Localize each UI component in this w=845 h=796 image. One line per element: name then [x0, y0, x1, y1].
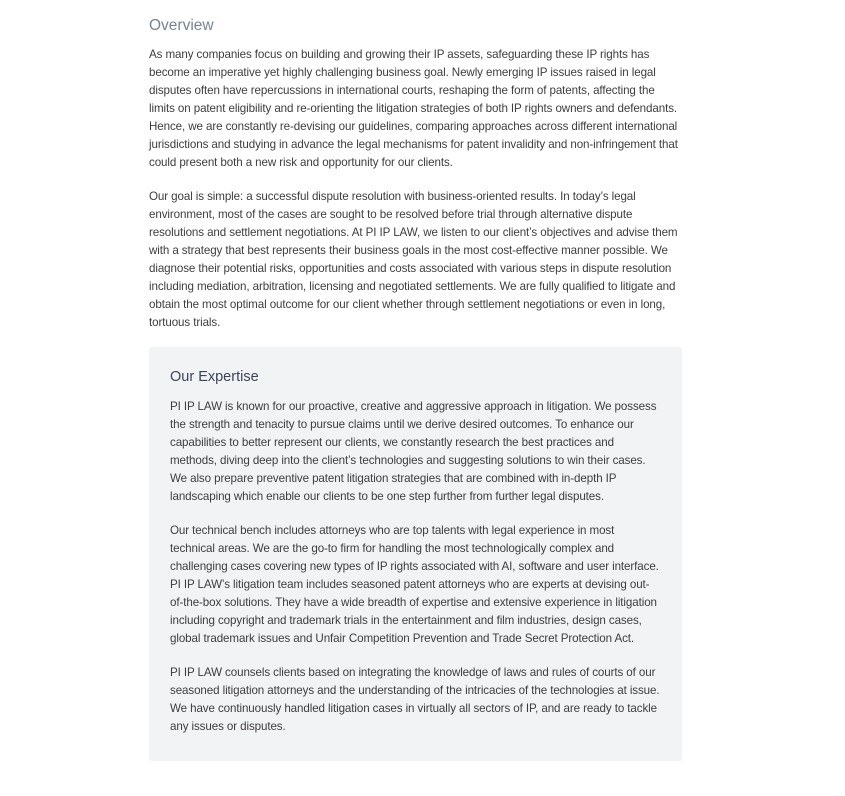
expertise-paragraph-1: PI IP LAW is known for our proactive, creative and aggressive approach in litigation. We possess the strength and tenacity to pursue claims until we derive desired outcomes. To enhance our capabilities to better represent our clients, we constantly research the best practices and methods, diving deep into the client’s technologies and suggesting solutions to win their cases. We also prepare preventive patent litigation strategies that are combined with in-depth IP landscaping which enable our clients to be one step further from further legal disputes. [170, 400, 657, 503]
expertise-section [149, 347, 682, 761]
expertise-paragraph-2: Our technical bench includes attorneys who are top talents with legal experience in most technical areas. We are the go-to firm for handling the most technologically complex and challenging cases covering new types of IP rights associated with AI, software and user interface. PI IP LAW’s litigation team includes seasoned patent attorneys who are experts at devising out-of-the-box solutions. They have a wide breadth of expertise and extensive experience in litigation including copyright and trademark trials in the entertainment and film industries, design cases, global trademark issues and Unfair Competition Prevention and Trade Secret Protection Act. [170, 524, 659, 645]
expertise-paragraph-3: PI IP LAW counsels clients based on integrating the knowledge of laws and rules of courts of our seasoned litigation attorneys and the understanding of the intricacies of the technologies at issue. We have continuously handled litigation cases in virtually all sectors of IP, and are ready to tackle any issues or disputes. [170, 666, 660, 733]
overview-heading: Overview [149, 17, 214, 34]
expertise-heading: Our Expertise [170, 369, 259, 385]
overview-paragraph-2: Our goal is simple: a successful dispute resolution with business-oriented results. In today’s legal environment, most of the cases are sought to be resolved before trial through alternative dispute resolutions and settlement negotiations. At PI IP LAW, we listen to our client’s objectives and advise them with a strategy that best represents their business goals in the most cost-effective manner possible. We diagnose their potential risks, opportunities and costs associated with various steps in dispute resolution including mediation, arbitration, licensing and negotiated settlements. We are fully qualified to litigate and obtain the most optimal outcome for our client whether through settlement negotiations or even in long, tortuous trials. [149, 190, 678, 329]
overview-section [149, 14, 682, 332]
overview-paragraph-1: As many companies focus on building and growing their IP assets, safeguarding these IP rights has become an imperative yet highly challenging business goal. Newly emerging IP issues raised in legal disputes often have repercussions in international courts, reshaping the form of patents, affecting the limits on patent eligibility and re-orienting the litigation strategies of both IP rights owners and defendants. Hence, we are constantly re-devising our guidelines, comparing approaches across different international jurisdictions and studying in advance the legal mechanisms for patent invalidity and non-infringement that could present both a new risk and opportunity for our clients. [149, 48, 678, 169]
